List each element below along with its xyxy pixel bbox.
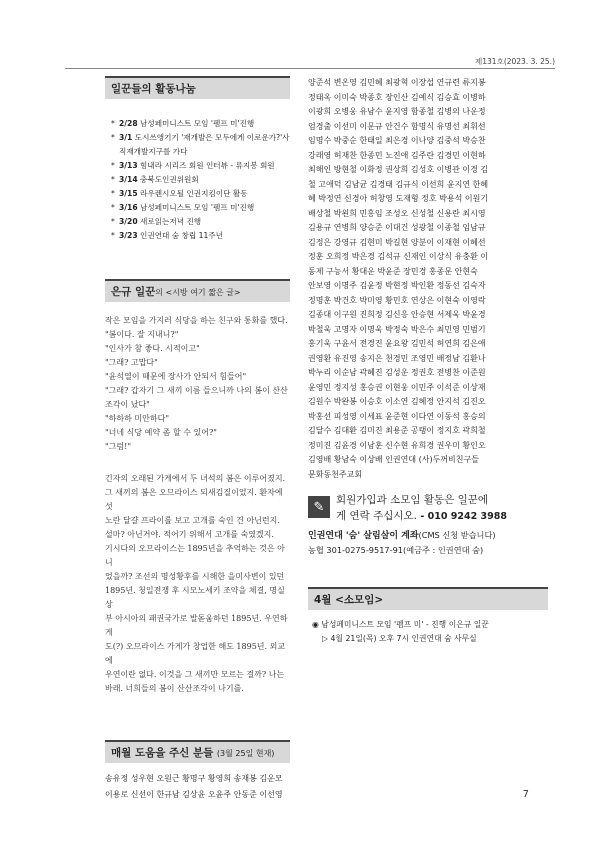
contact-text: 회원가입과 소모임 활동은 일꾼에 게 연락 주십시오. - 010 9242 3988 (336, 494, 507, 522)
donors-title: 매월 도움을 주신 분들 (111, 747, 214, 759)
donors-lines: 송유정 성우현 오원근 황명구 황영희 송재봉 김운모 이용로 신선이 한규남 김상윤 오윤주 안동준 이선영 (105, 774, 283, 799)
column-title-rest: 의 <시방 여기 짧은 글> (155, 288, 241, 297)
activities-title: 일꾼들의 활동나눔 (111, 83, 196, 95)
activity-item: * 3/13 힘내라 시리즈 회원 인터뷰 - 류지봉 회원 (111, 159, 290, 173)
phone-number: - 010 9242 3988 (420, 511, 507, 522)
activity-item: * 3/20 새로읽는저녁 진행 (111, 215, 290, 229)
donor-name-list: 양준석 변온영 김민혜 최광혁 이장섭 연규련 류지봉 정태옥 이미숙 박종호 장인산 김예식 김승효 이병하 이광희 오병웅 유남수 윤지영 함종철 김병의 나운정 엄경출 이선미 이문규 안건수 함명식 유명선 최휘선 임명수 박중순 한태일 최은경 이나양 김중석 박승찬 강래영 허재찬 한종민 노진애 김주란 김경민 이현하 최해인 방현철 이화정 권상희 김성호 이병관 이경 김 철 고애덕 김남균 김경태 김규식 이선희 윤지연 한혜 혜 박정연 신경아 허창영 도재형 정호 박용석 이원기 배상철 박왼희 민홍임 조성오 신성철 신용란 최시영 김용규 연병희 양승준 이대건 성광철 이종철 임남규 김정은 강영규 김현미 박길현 양분이 이재현 이혜선 정훈 오희정 박은경 김석규 신재인 이상식 유충환 이 동제 구능서 황대운 박윤준 장민경 홍종문 안현숙 안보영 이명주 김윤정 박현정 박인환 정동선 김숙자 정명훈 박건호 박미영 황민호 연상은 이현숙 이영락 김종대 이구원 진희정 김신응 안승현 서제욱 박윤경 박철욱 고명자 이명욱 박정숙 박은수 최민영 민범기 홍기욱 구윤서 전경진 윤요왕 김민석 허연희 김은애 권영환 유진영 송지은 천경민 조영민 배정남 김환나 박누리 이순남 곽혜진 김성운 정권호 전병찬 이준원 윤영민 정지성 홍승권 이현웅 이민주 이석준 이상재 김원수 박완봉 이승호 이소연 김혜정 안지석 김진오 박홍선 피성영 이세표 윤준현 이다연 이동석 홍승의 김달수 김대환 김미진 최용준 공탱이 정지호 곽희철 정미진 김윤경 이남훈 신수현 유희경 권우미 황인오 김영배 황남숙 이상배 인권연대 (사)두꺼비친구들 문화동천주교회 (308, 78, 489, 479)
meeting-details (308, 618, 548, 646)
top-divider (65, 68, 555, 69)
activities-heading (105, 76, 290, 99)
contact-block (308, 492, 548, 525)
donors-date-note: (3월 25일 현재) (216, 749, 275, 758)
column-paragraph: 긴자의 오래된 가게에서 두 녀석의 봄은 이루어졌지. 그 새끼의 봄은 오므라이스 되새김질이었지. 환자에 섯 노란 달걀 프라이를 보고 고개를 숙인 건 아닌런지. 설마? 아닌거야. 적어기 위해서 고개를 숙였겠지. 기시다의 오므라이스는 1895년을 추억하는 것은 아니 었을까? 조선의 명성황후를 시해한 을미사변이 있던 1895년. 청일전쟁 후 시모노세키 조약을 체결, 명실상 부 아시아의 패권국가로 발돋움하던 1895년. 우연하게 도(?) 오므라이스 가게가 창업한 해도 1895년. 외교에 우연이란 없다. 이것을 그 새끼만 모르는 걸까? 나는 바래. 너희들의 봄이 산산조각이 나기를. (105, 474, 288, 693)
donors-heading (105, 740, 290, 763)
meeting-schedule: ▷ 4월 21일(목) 오후 7시 인권연대 숨 사무실 (322, 634, 477, 643)
column-title-bold: 은규 일꾼 (111, 286, 156, 298)
left-column (105, 76, 290, 803)
activity-item: * 3/14 충북도인권위원회 (111, 173, 290, 187)
bank-label: 인권연대 '숨' 살림살이 계좌 (308, 531, 419, 541)
issue-label: 제131호(2023. 3. 25.) (475, 57, 555, 66)
activity-item: * 2/28 남성페미니스트 모임 '펨프 미'진행 (111, 117, 290, 131)
activity-item: * 3/16 남성페미니스트 모임 '펨프 미'진행 (111, 201, 290, 215)
activity-item: * 3/15 라우렌시오될 인권지킴이단 활동 (111, 187, 290, 201)
right-column (308, 76, 548, 646)
meetings-title: 4월 <소모임> (314, 594, 384, 606)
column-heading (105, 279, 290, 302)
page-number: 7 (522, 789, 529, 800)
activities-list (105, 117, 290, 243)
meetings-heading (308, 587, 548, 610)
column-dialogue: 작은 모임을 가지러 식당을 하는 친구와 통화를 했다. "봄이다. 잘 지내니?" "인사가 참 좋다. 시적이고" "그래? 고맙다" "윤석열이 때문에 장사가 안되서 힘들어" "그래? 갑자기 그 새끼 이름 들으니까 나의 봄이 산산조각이 났다" "하하하 미안하다" "너네 식당 예약 좀 할 수 있어?" "그럼!" (105, 316, 288, 451)
bank-note: (CMS 신청 받습니다) (418, 530, 496, 540)
bank-account: 농협 301-0275-9517-91(예금주 : 인권연대 숨) (308, 545, 484, 555)
activity-item: * 3/1 도시쓰앵기기 '재개발은 모두에게 이로운가?'사직재개발지구를 가다 (111, 131, 290, 159)
bank-info (308, 528, 548, 557)
pencil-icon: ✎ (308, 496, 330, 518)
activity-item: * 3/23 인권연대 숨 창립 11주년 (111, 229, 290, 243)
meeting-line: ◉ 남성페미니스트 모임 '펨프 미' - 진행 이은규 일꾼 (312, 620, 489, 629)
